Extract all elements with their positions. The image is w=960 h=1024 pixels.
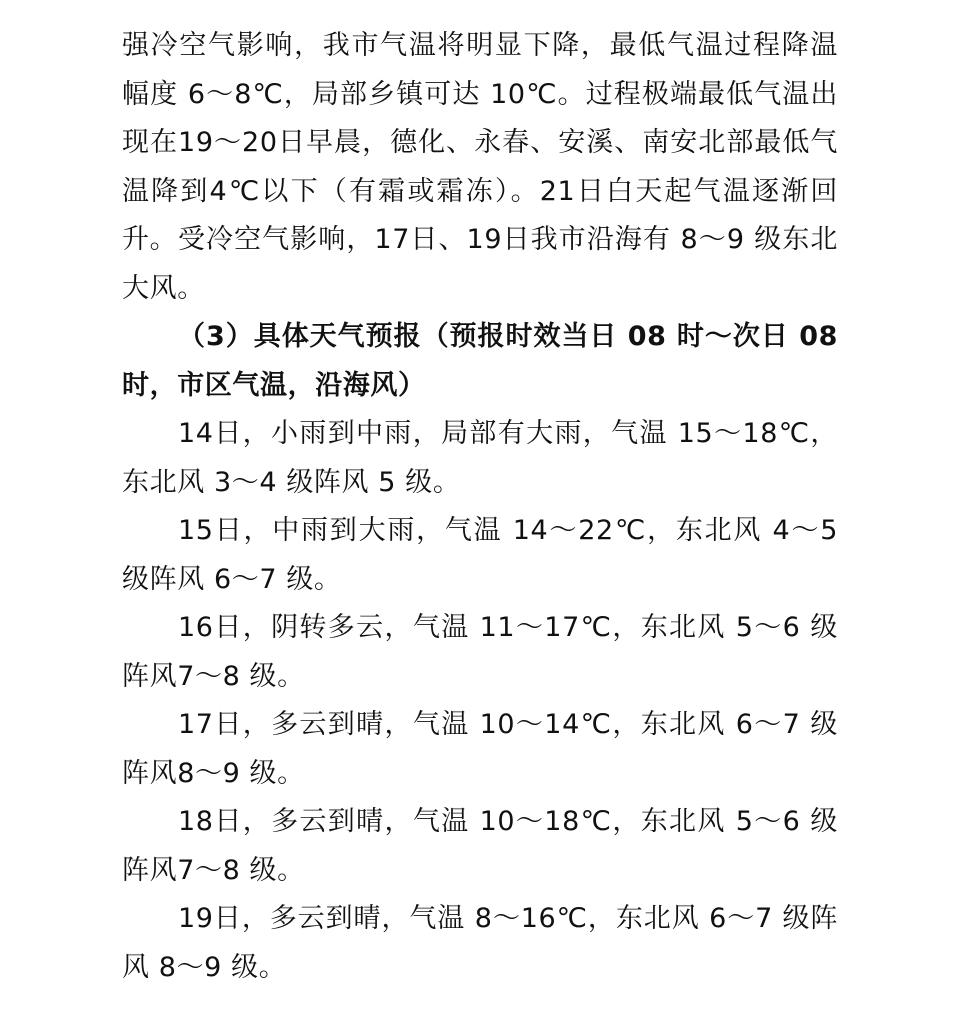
forecast-day-17: 17日，多云到晴，气温 10～14℃，东北风 6～7 级阵风8～9 级。 — [122, 709, 838, 789]
section-heading-forecast: （3）具体天气预报（预报时效当日 08 时～次日 08 时，市区气温，沿海风） — [122, 321, 838, 401]
forecast-day-18: 18日，多云到晴，气温 10～18℃，东北风 5～6 级阵风7～8 级。 — [122, 806, 838, 886]
forecast-day-19: 19日，多云到晴，气温 8～16℃，东北风 6～7 级阵风 8～9 级。 — [122, 903, 838, 983]
paragraph-cold-air-cooling: 强冷空气影响，我市气温将明显下降，最低气温过程降温幅度 6～8℃，局部乡镇可达 10℃。过程极端最低气温出现在19～20日早晨，德化、永春、安溪、南安北部最低气温降到4℃以下（有霜或霜冻）。21日白天起气温逐渐回升。 — [122, 30, 838, 255]
forecast-day-15: 15日，中雨到大雨，气温 14～22℃，东北风 4～5 级阵风 6～7 级。 — [122, 515, 838, 595]
forecast-day-16: 16日，阴转多云，气温 11～17℃，东北风 5～6 级阵风7～8 级。 — [122, 612, 838, 692]
forecast-day-14: 14日，小雨到中雨，局部有大雨，气温 15～18℃，东北风 3～4 级阵风 5 级。 — [122, 418, 838, 498]
paragraph-coastal-wind: 受冷空气影响，17日、19日我市沿海有 8～9 级东北大风。 — [122, 224, 838, 304]
